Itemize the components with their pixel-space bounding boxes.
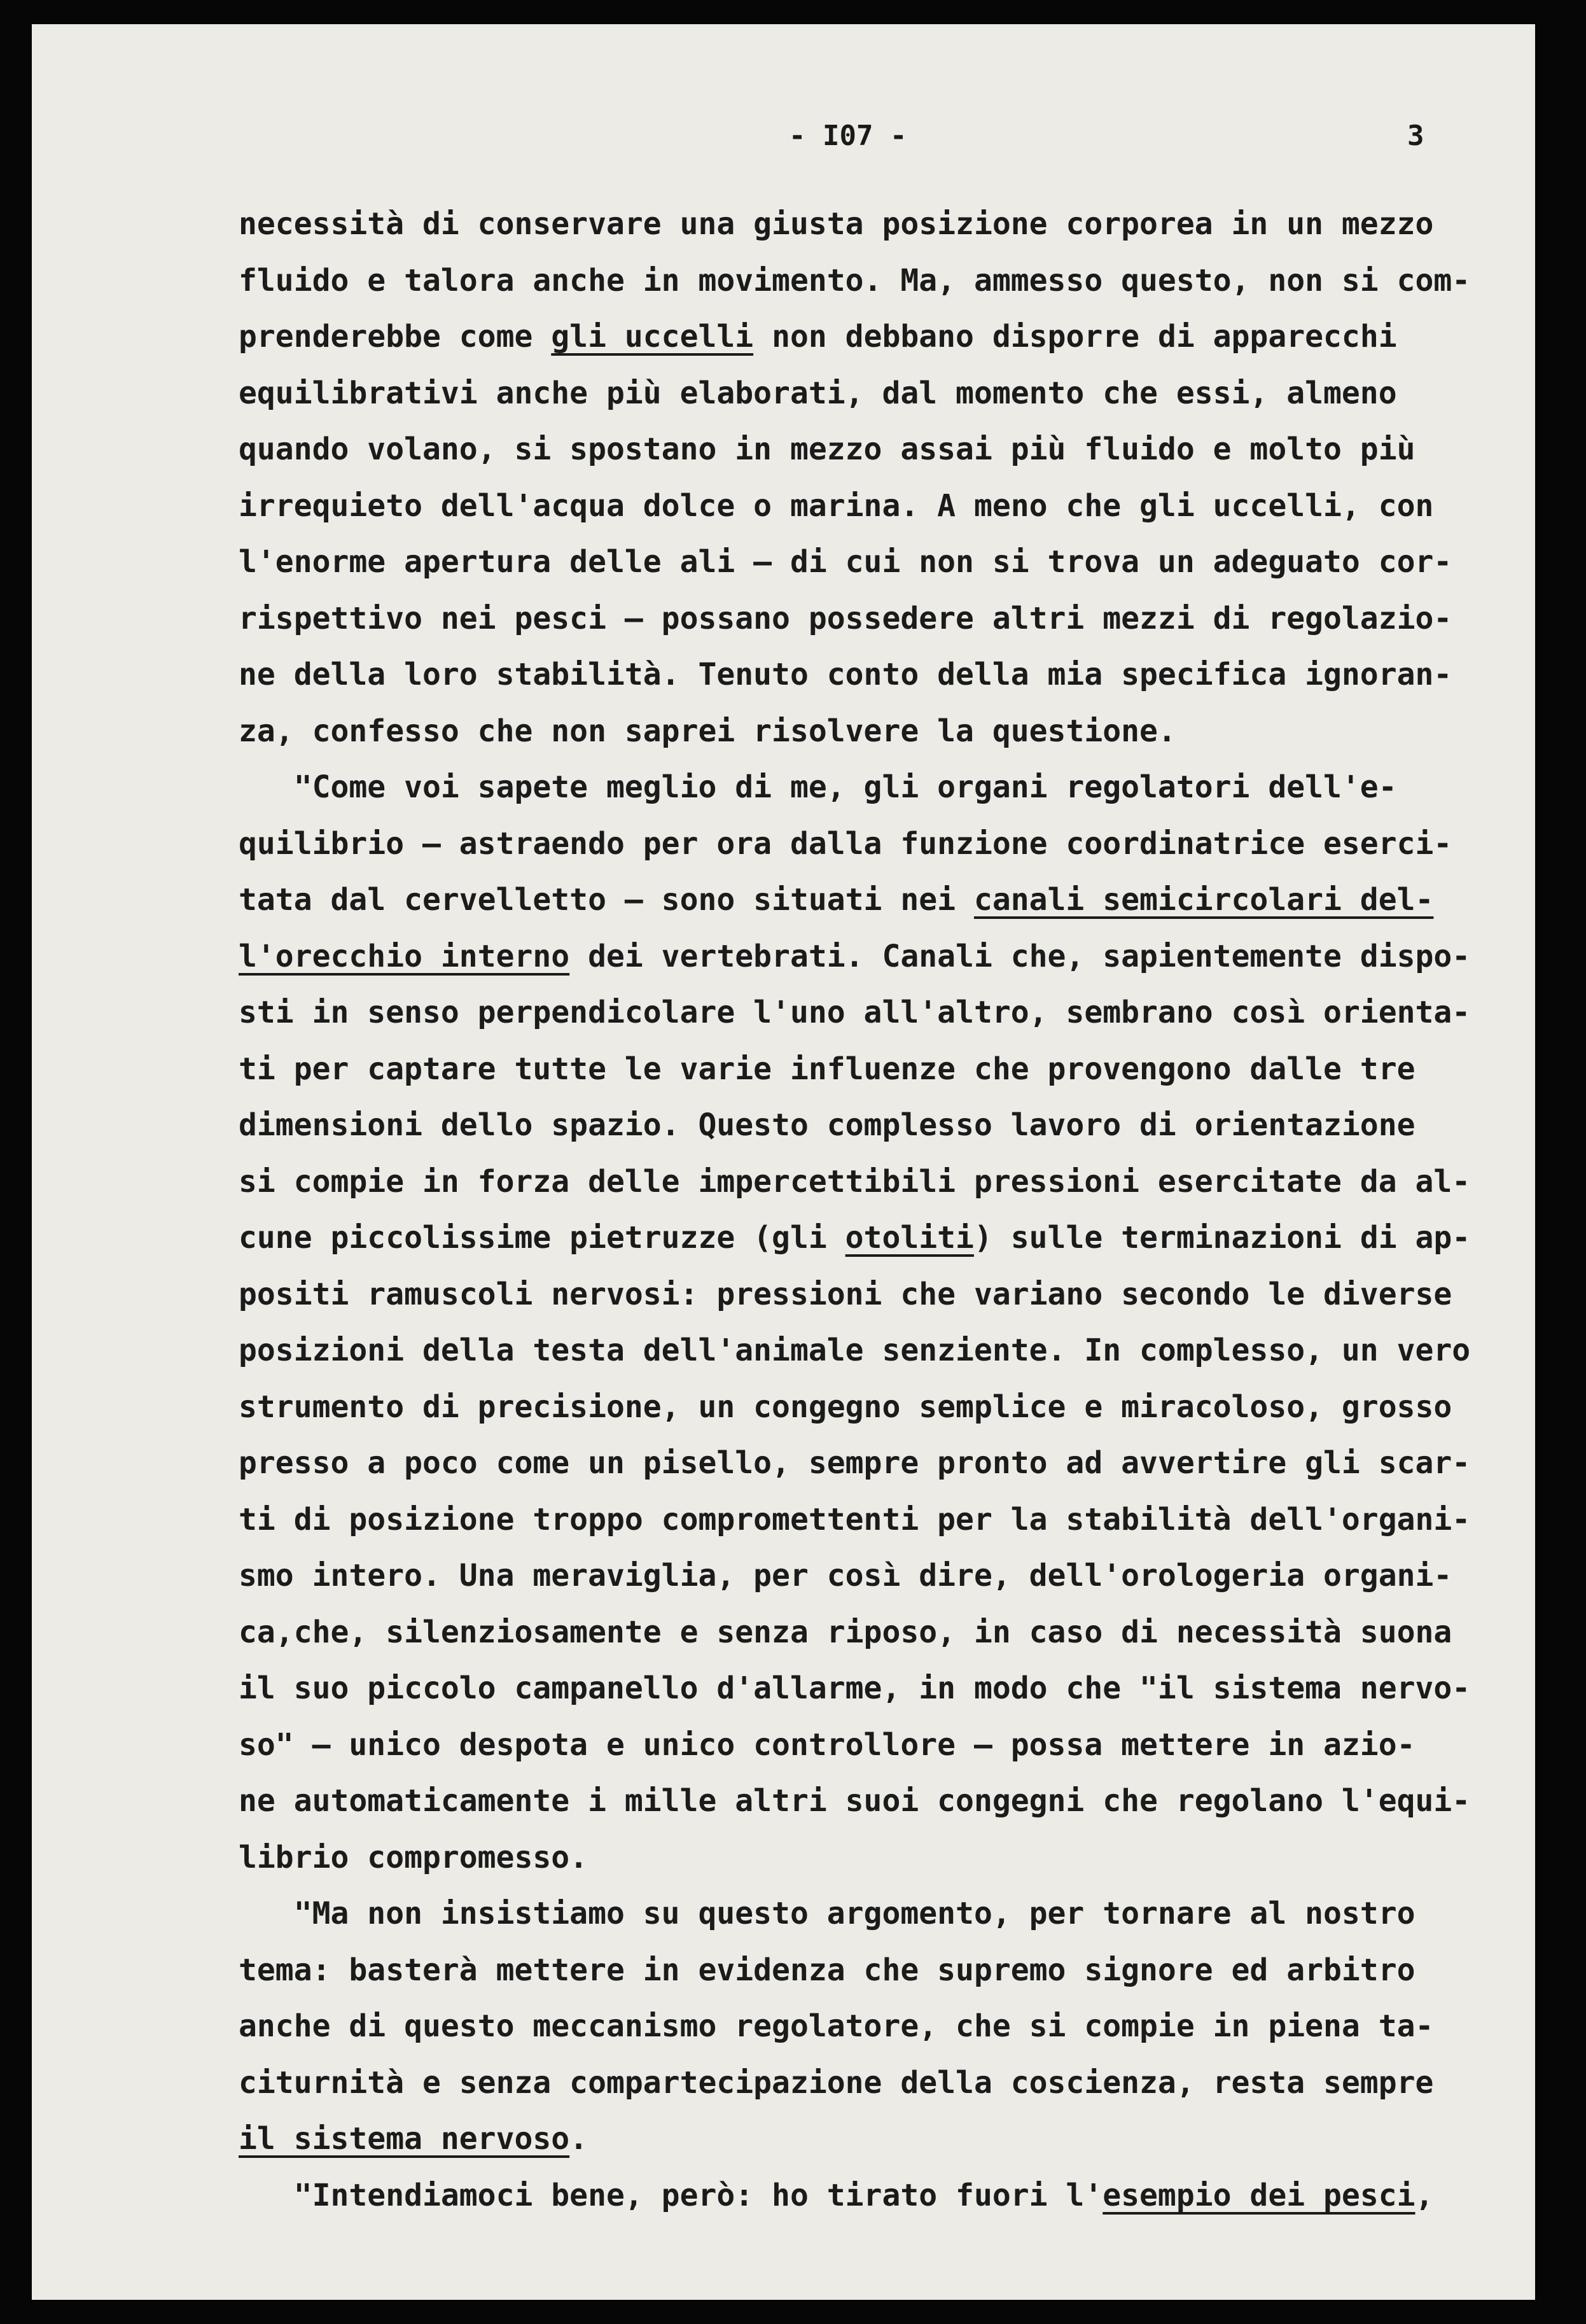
- text-line: [239, 1830, 1562, 1886]
- text-segment: l'enorme apertura delle ali — di cui non si trova un adeguato cor-: [239, 544, 1452, 580]
- text-segment: dei vertebrati. Canali che, sapientemente dispo-: [569, 938, 1471, 974]
- text-segment: il suo piccolo campanello d'allarme, in modo che "il sistema nervo-: [239, 1670, 1471, 1706]
- text-line: [239, 478, 1562, 535]
- text-line: [239, 1379, 1562, 1436]
- sheet-number: 3: [1407, 120, 1424, 152]
- text-line: [239, 816, 1562, 872]
- text-segment: presso a poco come un pisello, sempre pronto ad avvertire gli scar-: [239, 1445, 1471, 1481]
- text-line: [239, 1660, 1562, 1717]
- text-segment: za, confesso che non saprei risolvere la questione.: [239, 713, 1176, 749]
- text-segment: sti in senso perpendicolare l'uno all'altro, sembrano così orienta-: [239, 995, 1471, 1030]
- text-segment: ) sulle terminazioni di ap-: [973, 1220, 1471, 1256]
- text-segment: non debbano disporre di apparecchi: [753, 319, 1397, 354]
- text-segment: citurnità e senza compartecipazione della coscienza, resta sempre: [239, 2064, 1434, 2101]
- text-line: [239, 2111, 1562, 2167]
- text-segment: prenderebbe come: [239, 319, 552, 354]
- text-line: [239, 1492, 1562, 1548]
- text-segment: positi ramuscoli nervosi: pressioni che variano secondo le diverse: [239, 1276, 1452, 1312]
- text-line: [239, 591, 1562, 647]
- text-segment: quilibrio — astraendo per ora dalla funzione coordinatrice eserci-: [239, 825, 1452, 862]
- text-segment: fluido e talora anche in movimento. Ma, ammesso questo, non si com-: [239, 262, 1471, 298]
- underlined-phrase: l'orecchio interno: [239, 938, 570, 974]
- text-segment: librio compromesso.: [239, 1839, 588, 1875]
- text-line: [239, 1266, 1562, 1323]
- text-line: [239, 1097, 1562, 1154]
- text-segment: cune piccolissime pietruzze (gli: [239, 1220, 845, 1256]
- underlined-phrase: il sistema nervoso: [239, 2121, 570, 2157]
- text-line: [239, 1041, 1562, 1098]
- text-segment: ne della loro stabilità. Tenuto conto della mia specifica ignoran-: [239, 657, 1452, 692]
- text-segment: si compie in forza delle impercettibili pressioni esercitate da al-: [239, 1163, 1471, 1200]
- text-line: [239, 1998, 1562, 2055]
- text-line: [239, 196, 1562, 253]
- text-segment: equilibrativi anche più elaborati, dal momento che essi, almeno: [239, 375, 1397, 411]
- text-segment: ca,che, silenziosamente e senza riposo, in caso di necessità suona: [239, 1614, 1452, 1650]
- text-line: [239, 703, 1562, 760]
- text-line: [239, 2167, 1562, 2224]
- text-line: [239, 1154, 1562, 1210]
- text-segment: tema: basterà mettere in evidenza che supremo signore ed arbitro: [239, 1952, 1416, 1988]
- text-segment: posizioni della testa dell'animale senziente. In complesso, un vero: [239, 1333, 1471, 1368]
- text-line: [239, 2055, 1562, 2111]
- text-segment: quando volano, si spostano in mezzo assai più fluido e molto più: [239, 431, 1416, 467]
- text-segment: necessità di conservare una giusta posizione corporea in un mezzo: [239, 206, 1434, 242]
- text-line: [239, 1942, 1562, 1999]
- text-line: [239, 1773, 1562, 1830]
- text-segment: "Ma non insistiamo su questo argomento, per tornare al nostro: [239, 1896, 1416, 1931]
- text-line: [239, 759, 1562, 816]
- text-line: [239, 928, 1562, 985]
- text-line: [239, 253, 1562, 309]
- text-segment: strumento di precisione, un congegno semplice e miracoloso, grosso: [239, 1389, 1452, 1425]
- text-segment: rispettivo nei pesci — possano possedere altri mezzi di regolazio-: [239, 600, 1452, 636]
- text-line: [239, 421, 1562, 478]
- text-line: [239, 1886, 1562, 1942]
- text-segment: smo intero. Una meraviglia, per così dire, dell'orologeria organi-: [239, 1558, 1452, 1593]
- text-line: [239, 365, 1562, 422]
- text-segment: ti di posizione troppo compromettenti per la stabilità dell'organi-: [239, 1501, 1471, 1537]
- text-line: [239, 872, 1562, 928]
- text-line: [239, 1210, 1562, 1266]
- text-segment: ,: [1415, 2177, 1434, 2213]
- underlined-phrase: canali semicircolari del-: [973, 882, 1434, 918]
- text-segment: .: [569, 2121, 588, 2157]
- text-segment: ne automaticamente i mille altri suoi congegni che regolano l'equi-: [239, 1783, 1471, 1819]
- text-line: [239, 1435, 1562, 1492]
- text-line: [239, 1548, 1562, 1604]
- text-line: [239, 984, 1562, 1041]
- text-segment: dimensioni dello spazio. Questo complesso lavoro di orientazione: [239, 1107, 1416, 1143]
- text-segment: so" — unico despota e unico controllore — possa mettere in azio-: [239, 1726, 1416, 1763]
- underlined-phrase: gli uccelli: [551, 319, 754, 354]
- underlined-phrase: esempio dei pesci: [1103, 2177, 1416, 2213]
- text-segment: "Intendiamoci bene, però: ho tirato fuori l': [239, 2177, 1103, 2213]
- text-segment: "Come voi sapete meglio di me, gli organi regolatori dell'e-: [239, 769, 1397, 805]
- page-number: - I07 -: [789, 120, 907, 152]
- text-segment: irrequieto dell'acqua dolce o marina. A meno che gli uccelli, con: [239, 487, 1434, 524]
- text-line: [239, 647, 1562, 703]
- underlined-phrase: otoliti: [845, 1220, 974, 1256]
- text-line: [239, 1717, 1562, 1774]
- text-line: [239, 309, 1562, 365]
- body-text: [239, 196, 1562, 2223]
- typewritten-page: [32, 24, 1562, 2300]
- text-segment: ti per captare tutte le varie influenze che provengono dalle tre: [239, 1051, 1416, 1087]
- text-line: [239, 534, 1562, 591]
- text-line: [239, 1322, 1562, 1379]
- text-segment: tata dal cervelletto — sono situati nei: [239, 882, 974, 918]
- text-segment: anche di questo meccanismo regolatore, che si compie in piena ta-: [239, 2008, 1434, 2044]
- text-line: [239, 1604, 1562, 1661]
